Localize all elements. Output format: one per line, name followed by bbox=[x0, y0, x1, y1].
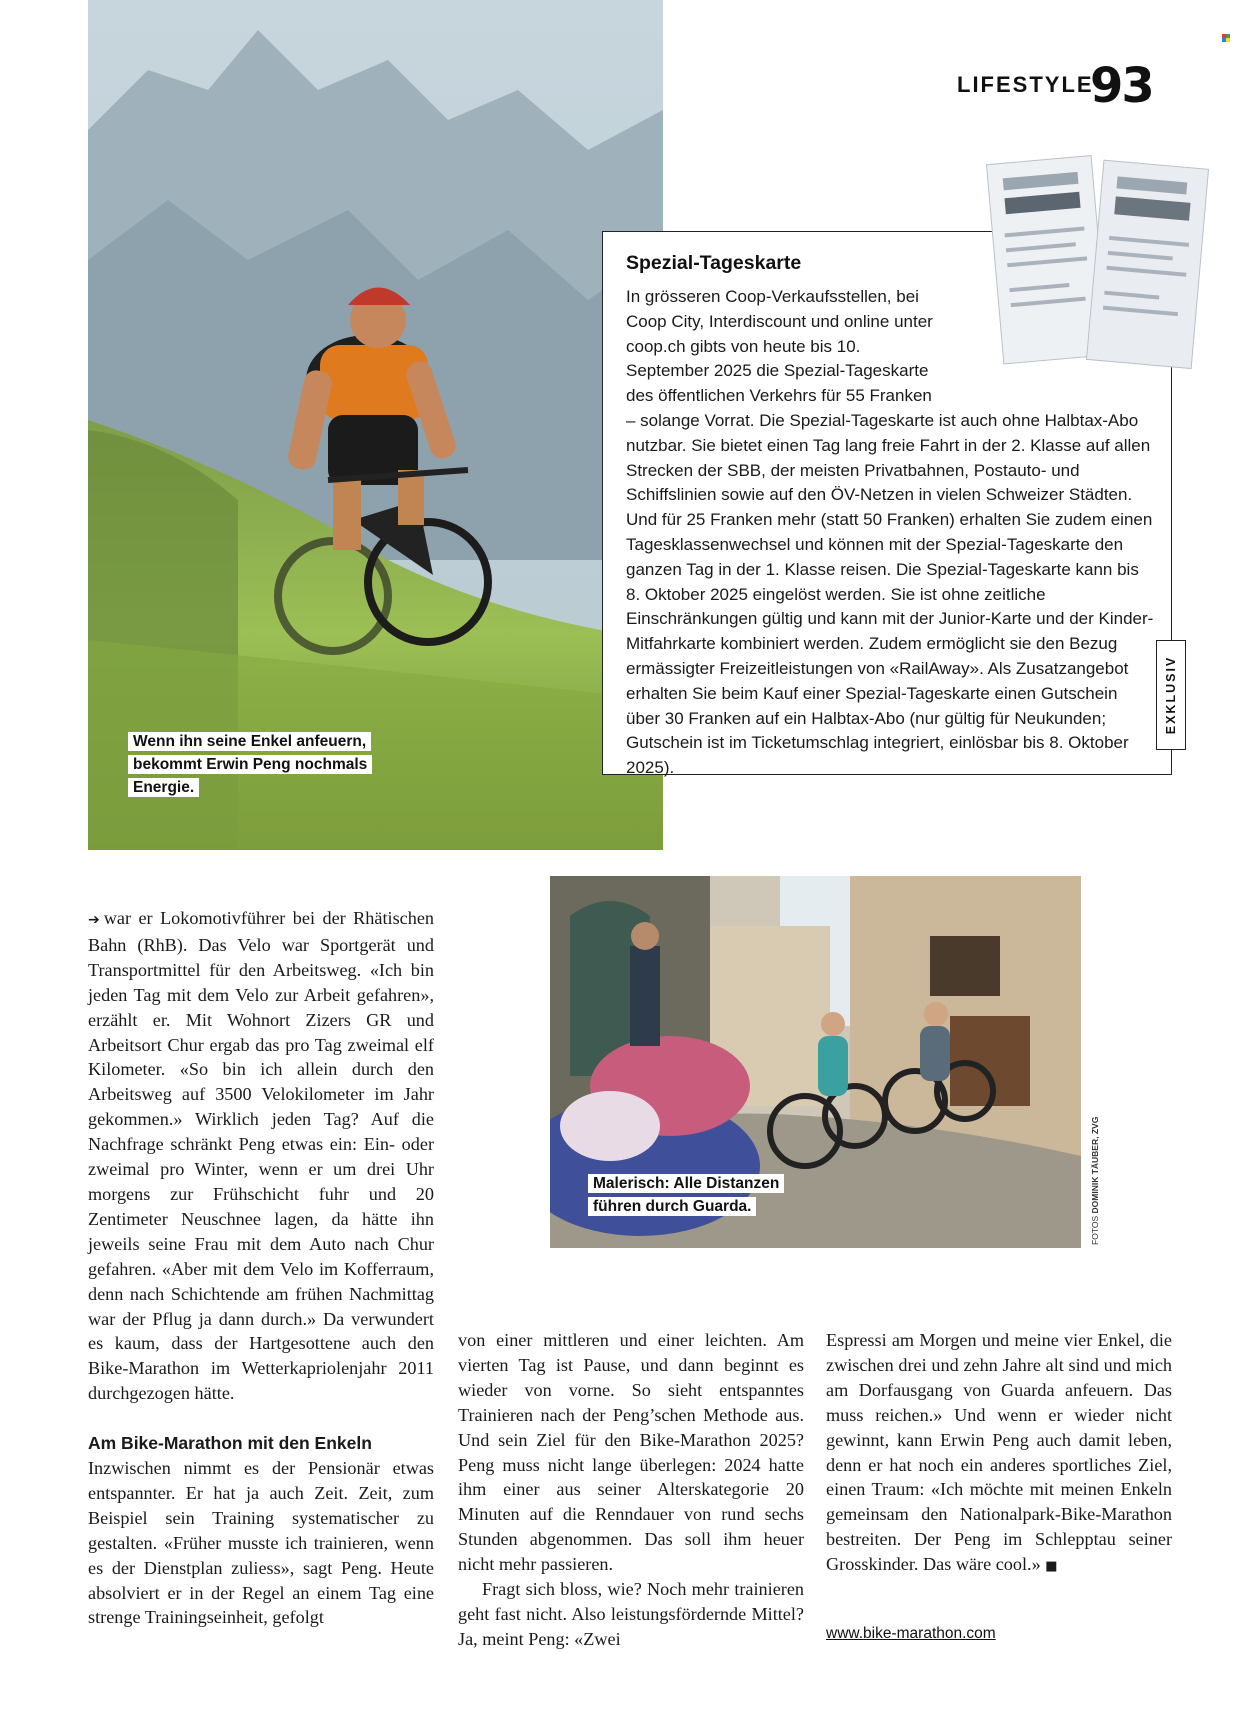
hero-photo-caption: Wenn ihn seine Enkel anfeuern, bekommt Erwin Peng nochmals Energie. bbox=[128, 730, 378, 799]
info-box-text: In grösseren Coop-Verkaufsstellen, bei Coop City, Interdiscount und online unter coop.ch gibts von heute bis 10. September 2025 die Spezial-Tageskarte des öffentlichen Verkehrs für 55 Franken – solange Vorrat. Die Spezial-Tageskarte ist auch ohne Halbtax-Abo nutzbar. Sie bietet einen Tag lang freie Fahrt in der 2. Klasse auf allen Strecken der SBB, der meisten Privatbahnen, Postauto- und Schiffslinien sowie auf den ÖV-Netzen in vielen Schweizer Städten. Und für 25 Franken mehr (statt 50 Franken) erhalten Sie zudem einen Tagesklassenwechsel und können mit der Spezial-Tageskarte den ganzen Tag in der 1. Klasse reisen. Die Spezial-Tageskarte kann bis 8. Oktober 2025 eingelöst werden. Sie ist ohne zeitliche Einschränkungen gültig und kann mit der Junior-Karte und der Kinder-Mitfahrkarte kombiniert werden. Zudem ermöglicht sie den Bezug ermässigter Freizeitleistungen von «RailAway». Als Zusatzangebot erhalten Sie beim Kauf einer Spezial-Tageskarte einen Gutschein über 30 Franken auf ein Halbtax-Abo (nur gültig für Neukunden; Gutschein ist im Ticketumschlag integriert, einlösbar bis 8. Oktober 2025). bbox=[626, 287, 1154, 778]
continue-arrow-icon: ➔ bbox=[88, 912, 100, 928]
article-column-1 bbox=[88, 906, 434, 1630]
article-subheading: Am Bike-Marathon mit den Enkeln bbox=[88, 1433, 372, 1454]
exclusive-label: EXKLUSIV bbox=[1164, 655, 1178, 735]
ticket-image bbox=[985, 150, 1210, 380]
article-paragraph bbox=[88, 906, 434, 1406]
article-text: war er Lokomotivführer bei der Rhätischen Bahn (RhB). Das Velo war Sportgerät und Transportmittel für den Arbeitsweg. «Ich bin jeden Tag mit dem Velo zur Arbeit gefahren», erzählt er. Mit Wohnort Zizers GR und Arbeitsort Chur ergab das pro Tag zweimal elf Kilometer. «So bin ich allein durch den Arbeitsweg auf 3500 Velokilometer im Jahr gekommen.» Wirklich jeden Tag? Auf die Nachfrage schränkt Peng etwas ein: Ein- oder zweimal pro Winter, wenn er um drei Uhr morgens zur Frühschicht fuhr und 20 Zentimeter Neuschnee lagen, da hätte ihn jeweils seine Frau mit dem Auto nach Chur gefahren. «Aber mit dem Velo im Kofferraum, denn nach Schichtende am frühen Nachmittag war der Pflug ja dann durch.» Da verwundert es kaum, dass der Hartgesottene auch den Bike-Marathon im Wetterkapriolenjahr 2011 durchgezogen hätte. bbox=[88, 908, 434, 1404]
article-text: Espressi am Morgen und meine vier Enkel, die zwischen drei und zehn Jahre alt sind und mich am Dorfausgang von Guarda anfeuern. Das muss reichen.» Und wenn er wieder nicht gewinnt, kann Erwin Peng auch damit leben, denn er hat noch ein anderes sportliches Ziel, einen Traum: «Ich möchte mit meinen Enkeln gemeinsam den Nationalpark-Bike-Marathon bestreiten. Der Peng im Schlepptau seiner Grosskinder. Das wäre cool.» bbox=[826, 1330, 1172, 1575]
hero-photo-cyclist bbox=[88, 0, 663, 850]
website-link[interactable]: www.bike-marathon.com bbox=[826, 1625, 996, 1642]
photo-credit-label: FOTOS bbox=[1090, 1215, 1100, 1245]
article-paragraph bbox=[826, 1328, 1172, 1580]
photo-credit bbox=[1090, 1117, 1100, 1245]
end-mark-icon: ■ bbox=[1045, 1559, 1058, 1575]
page-number: 93 bbox=[1090, 58, 1153, 114]
article-column-2 bbox=[458, 1328, 804, 1652]
color-registration-mark bbox=[1222, 34, 1230, 42]
article-paragraph: von einer mittleren und einer leichten. Am vierten Tag ist Pause, und dann beginnt es wieder von vorne. So sieht entspanntes Trainieren nach der Peng’schen Methode aus. Und sein Ziel für den Bike-Marathon 2025? Peng muss nicht lange überlegen: 2024 hatte ihm einer aus seiner Alterskategorie 20 Minuten auf die Renndauer von rund sechs Stunden abgenommen. Das soll ihm heuer nicht mehr passieren. bbox=[458, 1330, 804, 1575]
section-label: LIFESTYLE bbox=[957, 72, 1094, 97]
village-photo-caption: Malerisch: Alle Distanzen führen durch Guarda. bbox=[588, 1172, 808, 1218]
article-paragraph: Inzwischen nimmt es der Pensionär etwas entspannter. Er hat ja auch Zeit. Zeit, zum Beispiel sein Training systematischer zu gestalten. «Früher musste ich trainieren, wenn es der Dienstplan zuliess», sagt Peng. Heute absolviert er in der Regel an einem Tag eine strenge Trainingseinheit, gefolgt bbox=[88, 1458, 434, 1628]
photo-credit-names: DOMINIK TÄUBER, ZVG bbox=[1090, 1116, 1100, 1214]
article-column-3 bbox=[826, 1328, 1172, 1580]
info-box-title: Spezial-Tageskarte bbox=[626, 252, 802, 274]
article-paragraph: Fragt sich bloss, wie? Noch mehr trainieren geht fast nicht. Also leistungsfördernde Mittel? Ja, meint Peng: «Zwei bbox=[458, 1579, 804, 1649]
